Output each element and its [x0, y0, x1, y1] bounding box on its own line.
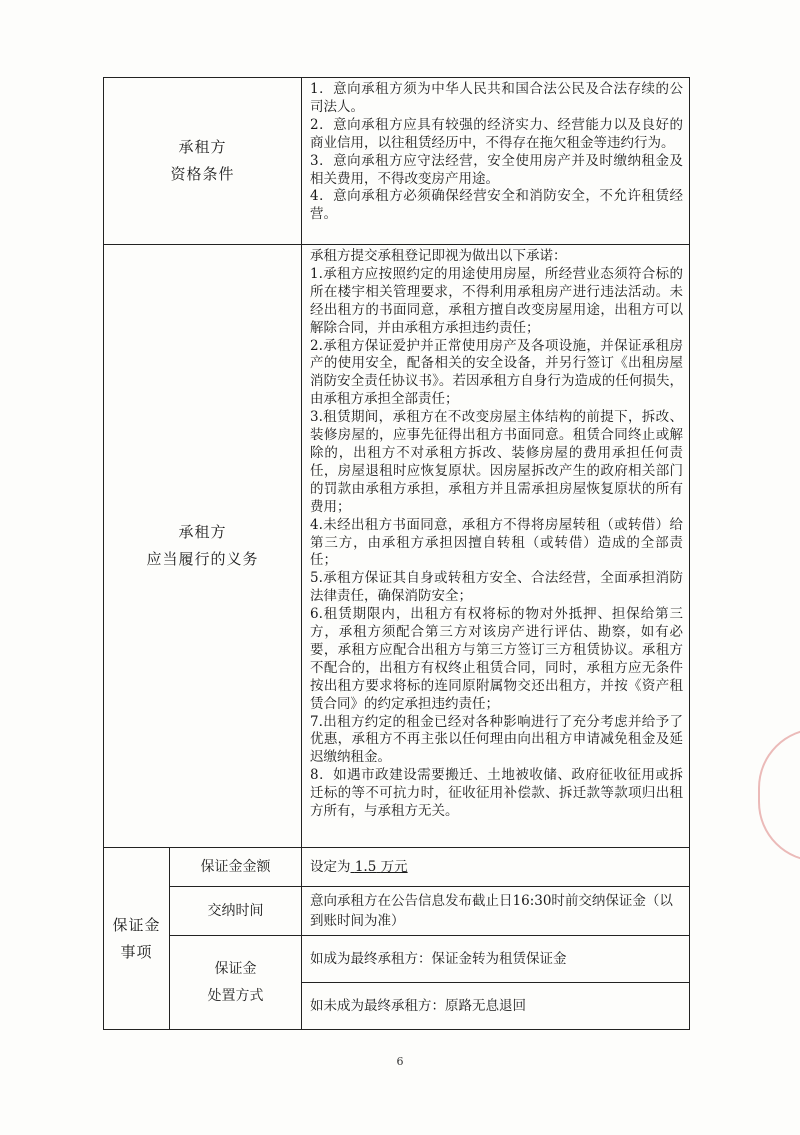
obligations-row	[104, 245, 690, 848]
obligation-item: 5.承租方保证其自身或转租方安全、合法经营，全面承担消防法律责任，确保消防安全；	[310, 570, 684, 605]
page-number: 6	[396, 1055, 404, 1068]
deposit-disposal-fail: 如未成为最终承租方：原路无息退回	[302, 983, 690, 1030]
qualification-heading-line2: 资格条件	[170, 165, 235, 183]
deposit-amount-row	[104, 848, 690, 887]
deposit-disposal-success: 如成为最终承租方：保证金转为租赁保证金	[302, 936, 690, 983]
obligation-item: 8．如遇市政建设需要搬迁、土地被收储、政府征收征用或拆迁标的等不可抗力时，征收征用补偿款、拆迁款等款项归出租方所有，与承租方无关。	[310, 767, 684, 820]
deposit-amount-value	[302, 848, 690, 887]
deposit-disposal-label	[170, 936, 302, 1030]
obligations-heading-line2: 应当履行的义务	[146, 550, 259, 568]
obligation-item: 2.承租方保证爱护并正常使用房产及各项设施，并保证承租房产的使用安全，配备相关的安全设备，并另行签订《出租房屋消防安全责任协议书》。若因承租方自身行为造成的任何损失，由承租方承担全部责任；	[310, 337, 684, 408]
deposit-time-label: 交纳时间	[170, 887, 302, 936]
qualification-item: 3．意向承租方应守法经营，安全使用房产并及时缴纳租金及相关费用，不得改变房产用途。	[310, 152, 684, 187]
deposit-amount-number: 1.5 万元	[354, 859, 408, 875]
deposit-heading-line2: 事项	[120, 942, 153, 961]
deposit-amount-prefix: 设定为	[310, 859, 351, 875]
obligation-item: 7.出租方约定的租金已经对各种影响进行了充分考虑并给予了优惠，承租方不再主张以任何理由向出租方申请减免租金及延迟缴纳租金。	[310, 713, 684, 766]
qualification-heading	[104, 78, 302, 245]
obligations-heading	[104, 245, 302, 848]
obligation-item: 3.租赁期间，承租方在不改变房屋主体结构的前提下，拆改、装修房屋的，应事先征得出租方书面同意。租赁合同终止或解除的，出租方不对承租方拆改、装修房屋的费用承担任何责任，房屋退租时应恢复原状。因房屋拆改产生的政府相关部门的罚款由承租方承担，承租方并且需承担房屋恢复原状的所有费用；	[310, 409, 684, 515]
qualification-heading-line1: 承租方	[178, 138, 227, 156]
obligation-item: 承租方提交承租登记即视为做出以下承诺：	[310, 248, 567, 264]
deposit-amount-label: 保证金金额	[170, 848, 302, 887]
obligation-item: 6.租赁期限内，出租方有权将标的物对外抵押、担保给第三方，承租方须配合第三方对该房产进行评估、勘察，如有必要，承租方应配合出租方与第三方签订三方租赁协议。承租方不配合的，出租方有权终止租赁合同，同时，承租方应无条件按出租方要求将标的连同原附属物交还出租方，并按《资产租赁合同》的约定承担违约责任；	[310, 606, 684, 712]
deposit-time-value: 意向承租方在公告信息发布截止日16:30时前交纳保证金（以到账时间为准）	[302, 887, 690, 936]
deposit-heading-line1: 保证金	[112, 915, 161, 934]
seal-stamp	[758, 728, 800, 862]
obligations-heading-line1: 承租方	[178, 523, 227, 541]
qualification-content	[302, 78, 690, 245]
qualification-item: 4．意向承租方必须确保经营安全和消防安全，不允许租赁经营。	[310, 188, 684, 223]
deposit-time-row	[104, 887, 690, 936]
qualification-item: 1．意向承租方须为中华人民共和国合法公民及合法存续的公司法人。	[310, 81, 684, 115]
qualification-row	[104, 78, 690, 245]
deposit-disposal-label-line2: 处置方式	[207, 987, 264, 1004]
deposit-disposal-label-line1: 保证金	[214, 960, 257, 977]
qualification-item: 2．意向承租方应具有较强的经济实力、经营能力以及良好的商业信用，以往租赁经历中，不得存在拖欠租金等违约行为。	[310, 116, 684, 151]
lease-terms-table	[103, 77, 690, 1030]
obligations-content	[302, 245, 690, 848]
deposit-heading	[104, 848, 170, 1030]
obligation-item: 4.未经出租方书面同意，承租方不得将房屋转租（或转借）给第三方，由承租方承担因擅自转租（或转借）造成的全部责任；	[310, 516, 684, 569]
obligation-item: 1.承租方应按照约定的用途使用房屋，所经营业态须符合标的所在楼宇相关管理要求，不得利用承租房产进行违法活动。未经出租方的书面同意，承租方擅自改变房屋用途，出租方可以解除合同，并由承租方承担违约责任；	[310, 265, 684, 336]
deposit-disposal-success-row	[104, 936, 690, 983]
